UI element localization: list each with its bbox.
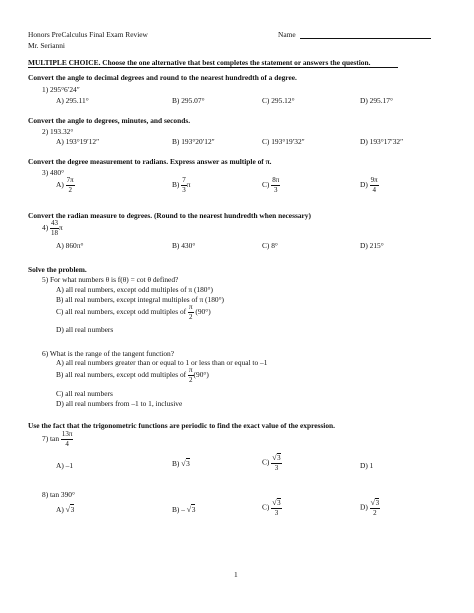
q5-choice-d: D) all real numbers bbox=[56, 325, 114, 334]
sqrt-icon: √3 bbox=[181, 459, 190, 468]
q4-choice-b: B) 430° bbox=[172, 241, 196, 250]
numerator: 9π bbox=[370, 176, 378, 184]
q4-choice-d: D) 215° bbox=[360, 241, 384, 250]
question-4 bbox=[42, 220, 63, 237]
q5-choice-a: A) all real numbers, except odd multiples of π (180°) bbox=[56, 285, 213, 294]
q5-choice-b: B) all real numbers, except integral multiples of π (180°) bbox=[56, 295, 224, 304]
choice-text: (90°) bbox=[195, 307, 211, 317]
q6-choice-c: C) all real numbers bbox=[56, 389, 113, 398]
q7-choice-c bbox=[262, 454, 282, 472]
fraction bbox=[271, 454, 281, 472]
fraction bbox=[370, 499, 380, 517]
teacher-name: Mr. Serianni bbox=[28, 41, 65, 50]
section-heading-2: Convert the angle to degrees, minutes, and seconds. bbox=[28, 116, 191, 125]
radicand: 3 bbox=[375, 499, 380, 507]
choice-letter: B) bbox=[172, 180, 180, 190]
numerator bbox=[271, 499, 281, 509]
numerator: 43 bbox=[51, 219, 59, 227]
choice-letter: C) bbox=[262, 502, 270, 512]
instructions-rule bbox=[28, 67, 398, 68]
denominator: 4 bbox=[65, 440, 69, 448]
q1-choice-d: D) 295.17° bbox=[360, 96, 393, 105]
q2-choice-c: C) 193°19′32″ bbox=[262, 137, 305, 146]
radicand: 3 bbox=[277, 454, 281, 462]
numerator bbox=[271, 454, 281, 464]
denominator: 2 bbox=[373, 509, 377, 517]
q3-choice-a bbox=[56, 177, 75, 194]
q3-choice-b bbox=[172, 177, 190, 194]
q2-choice-a: A) 193°19′12″ bbox=[56, 137, 100, 146]
choice-text: (90°) bbox=[193, 370, 209, 380]
name-label: Name bbox=[278, 30, 296, 39]
choice-text: B) all real numbers, except odd multiples of bbox=[56, 370, 187, 380]
choice-letter: D) bbox=[360, 180, 368, 190]
sqrt-icon: √3 bbox=[272, 453, 281, 462]
fraction bbox=[188, 304, 194, 321]
question-1: 1) 295°6′24″ bbox=[42, 85, 80, 94]
choice-letter: C) bbox=[262, 180, 270, 190]
radicand: 3 bbox=[186, 459, 190, 468]
radicand: 3 bbox=[277, 499, 281, 507]
q8-choice-d bbox=[360, 499, 380, 517]
q1-choice-b: B) 295.07° bbox=[172, 96, 205, 105]
choice-text: C) all real numbers, except odd multiples of bbox=[56, 307, 187, 317]
choice-letter: A) bbox=[56, 505, 64, 514]
q8-choice-b bbox=[172, 505, 195, 514]
denominator: 3 bbox=[274, 464, 279, 472]
q7-choice-a: A) –1 bbox=[56, 461, 74, 470]
q1-choice-a: A) 295.11° bbox=[56, 96, 89, 105]
q2-choice-d: D) 193°17′32″ bbox=[360, 137, 404, 146]
fraction bbox=[66, 177, 75, 194]
q5-choice-c bbox=[56, 304, 211, 321]
choice-letter: C) bbox=[262, 457, 270, 467]
question-6: 6) What is the range of the tangent function? bbox=[42, 349, 175, 358]
question-8: 8) tan 390° bbox=[42, 490, 75, 499]
numerator bbox=[370, 499, 380, 509]
question-number: 4) bbox=[42, 223, 49, 233]
q8-choice-a bbox=[56, 505, 74, 514]
numerator: 7π bbox=[66, 176, 74, 184]
fraction bbox=[61, 431, 74, 448]
choice-letter: D) bbox=[360, 502, 368, 512]
numerator: 7 bbox=[182, 176, 186, 184]
section-heading-6: Use the fact that the trigonometric functions are periodic to find the exact value of the expression. bbox=[28, 421, 336, 430]
q1-choice-c: C) 295.12° bbox=[262, 96, 295, 105]
denominator: 18 bbox=[51, 229, 59, 237]
numerator: 13π bbox=[61, 430, 73, 438]
q3-choice-d bbox=[360, 177, 379, 194]
q6-choice-d: D) all real numbers from –1 to 1, inclusive bbox=[56, 399, 183, 408]
denominator: 3 bbox=[182, 186, 186, 194]
name-blank-line bbox=[300, 38, 431, 39]
q7-choice-d: D) 1 bbox=[360, 461, 374, 470]
fraction bbox=[271, 499, 281, 517]
section-heading-1: Convert the angle to decimal degrees and round to the nearest hundredth of a degree. bbox=[28, 73, 297, 82]
q6-choice-b bbox=[56, 367, 209, 384]
denominator: 4 bbox=[372, 186, 376, 194]
denominator: 3 bbox=[274, 186, 278, 194]
fraction bbox=[50, 220, 59, 237]
sqrt-icon: √3 bbox=[186, 505, 196, 514]
q4-choice-c: C) 8° bbox=[262, 241, 278, 250]
radicand: 3 bbox=[191, 505, 196, 514]
denominator: 2 bbox=[189, 376, 193, 384]
fraction bbox=[370, 177, 379, 194]
sqrt-icon: √3 bbox=[272, 498, 281, 507]
denominator: 2 bbox=[68, 186, 72, 194]
denominator: 2 bbox=[189, 313, 193, 321]
radicand: 3 bbox=[70, 505, 75, 514]
course-title: Honors PreCalculus Final Exam Review bbox=[28, 30, 148, 39]
sqrt-icon: √3 bbox=[370, 498, 380, 507]
q6-choice-a: A) all real numbers greater than or equal to 1 or less than or equal to –1 bbox=[56, 358, 268, 367]
instructions: MULTIPLE CHOICE. Choose the one alternative that best completes the statement or answers the question. bbox=[28, 58, 371, 67]
numerator: π bbox=[188, 303, 193, 311]
numerator: 8π bbox=[272, 176, 280, 184]
q2-choice-b: B) 193°20′12″ bbox=[172, 137, 215, 146]
numerator: π bbox=[188, 366, 193, 374]
question-2: 2) 193.32° bbox=[42, 127, 74, 136]
section-heading-4: Convert the radian measure to degrees. (Round to the nearest hundredth when necessary) bbox=[28, 211, 311, 220]
q7-choice-b bbox=[172, 459, 190, 468]
page-number: 1 bbox=[234, 570, 238, 579]
q4-choice-a: A) 860π° bbox=[56, 241, 84, 250]
sqrt-icon: √3 bbox=[65, 505, 75, 514]
choice-letter: A) bbox=[56, 180, 64, 190]
choice-letter: B) – bbox=[172, 505, 185, 514]
choice-letter: B) bbox=[172, 459, 180, 468]
question-7 bbox=[42, 431, 73, 448]
q8-choice-c bbox=[262, 499, 282, 517]
denominator: 3 bbox=[274, 509, 279, 517]
pi-symbol: π bbox=[186, 180, 191, 190]
q3-choice-c bbox=[262, 177, 280, 194]
section-heading-5: Solve the problem. bbox=[28, 265, 87, 274]
question-number: 7) tan bbox=[42, 434, 60, 444]
question-3: 3) 480° bbox=[42, 168, 65, 177]
question-5: 5) For what numbers θ is f(θ) = cot θ defined? bbox=[42, 275, 179, 284]
section-heading-3: Convert the degree measurement to radians. Express answer as multiple of π. bbox=[28, 157, 272, 166]
pi-symbol: π bbox=[59, 223, 63, 233]
fraction bbox=[271, 177, 280, 194]
